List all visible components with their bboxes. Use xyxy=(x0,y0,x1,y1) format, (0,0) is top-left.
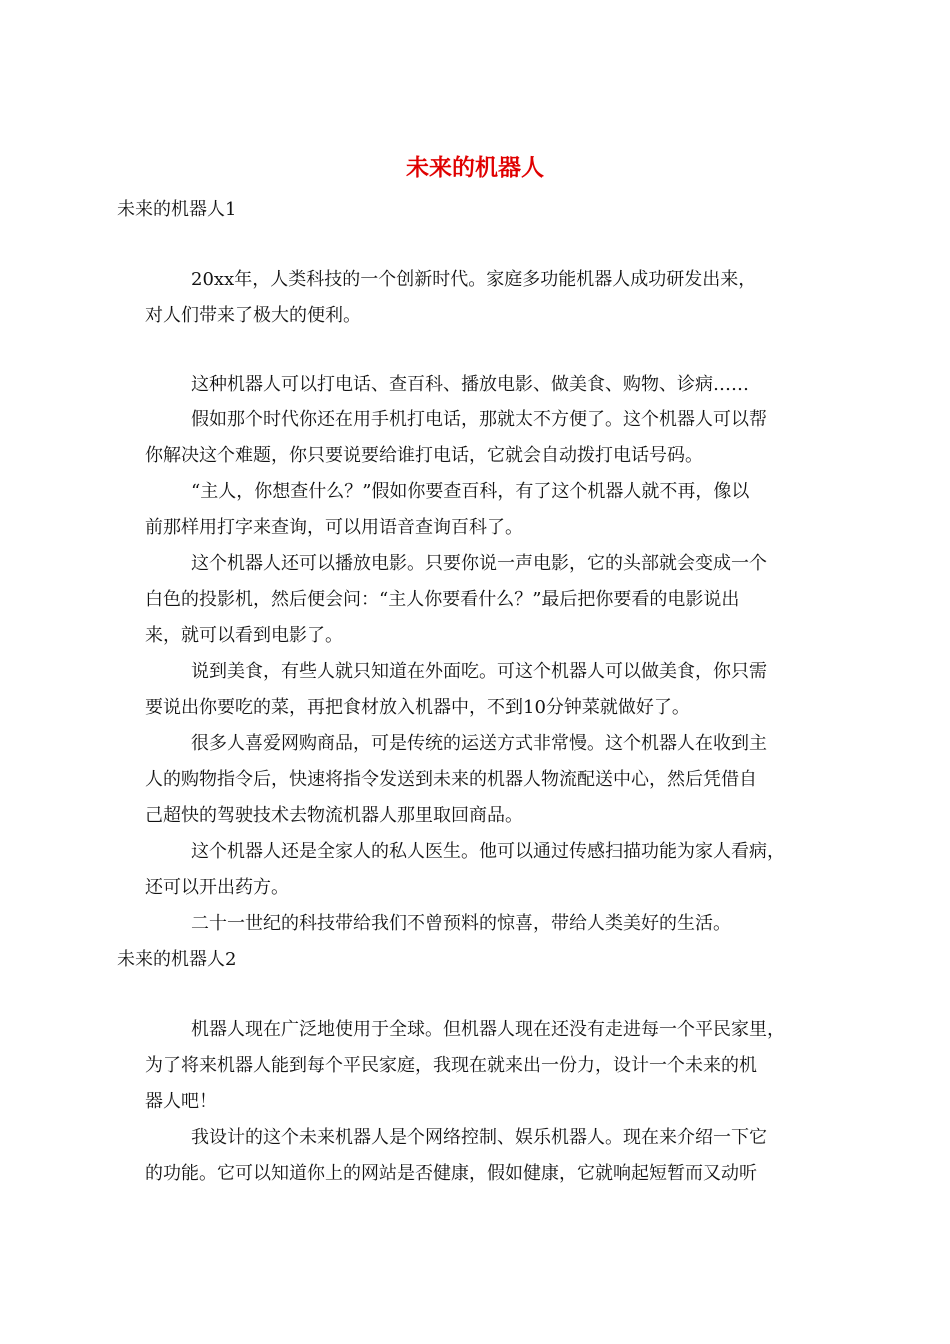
paragraph-line: 还可以开出药方。 xyxy=(145,877,289,898)
paragraph-line: “主人，你想查什么？”假如你要查百科，有了这个机器人就不再，像以 xyxy=(191,481,750,502)
paragraph-line: 二十一世纪的科技带给我们不曾预料的惊喜，带给人类美好的生活。 xyxy=(191,913,731,934)
paragraph-line: 这个机器人还是全家人的私人医生。他可以通过传感扫描功能为家人看病， xyxy=(191,841,785,862)
paragraph-line: 你解决这个难题，你只要说要给谁打电话，它就会自动拨打电话号码。 xyxy=(145,445,703,466)
paragraph-line: 对人们带来了极大的便利。 xyxy=(145,305,361,326)
paragraph-line: 说到美食，有些人就只知道在外面吃。可这个机器人可以做美食，你只需 xyxy=(191,661,767,682)
paragraph-line: 很多人喜爱网购商品，可是传统的运送方式非常慢。这个机器人在收到主 xyxy=(191,733,767,754)
paragraph-line: 要说出你要吃的菜，再把食材放入机器中，不到10分钟菜就做好了。 xyxy=(145,697,690,718)
section-heading-1: 未来的机器人1 xyxy=(117,199,237,220)
paragraph-line: 这种机器人可以打电话、查百科、播放电影、做美食、购物、诊病…… xyxy=(191,374,749,395)
paragraph-line: 我设计的这个未来机器人是个网络控制、娱乐机器人。现在来介绍一下它 xyxy=(191,1127,767,1148)
paragraph-line: 己超快的驾驶技术去物流机器人那里取回商品。 xyxy=(145,805,523,826)
paragraph-line: 20xx年，人类科技的一个创新时代。家庭多功能机器人成功研发出来， xyxy=(191,269,757,290)
document-title: 未来的机器人 xyxy=(406,154,544,181)
paragraph-line: 机器人现在广泛地使用于全球。但机器人现在还没有走进每一个平民家里， xyxy=(191,1019,785,1040)
paragraph-line: 人的购物指令后，快速将指令发送到未来的机器人物流配送中心，然后凭借自 xyxy=(145,769,757,790)
paragraph-line: 的功能。它可以知道你上的网站是否健康，假如健康，它就响起短暂而又动听 xyxy=(145,1163,757,1184)
paragraph-line: 来，就可以看到电影了。 xyxy=(145,625,343,646)
paragraph-line: 器人吧！ xyxy=(145,1091,217,1112)
paragraph-line: 假如那个时代你还在用手机打电话，那就太不方便了。这个机器人可以帮 xyxy=(191,409,767,430)
section-heading-2: 未来的机器人2 xyxy=(117,949,237,970)
paragraph-line: 前那样用打字来查询，可以用语音查询百科了。 xyxy=(145,517,523,538)
paragraph-line: 白色的投影机，然后便会问：“主人你要看什么？”最后把你要看的电影说出 xyxy=(145,589,740,610)
paragraph-line: 为了将来机器人能到每个平民家庭，我现在就来出一份力，设计一个未来的机 xyxy=(145,1055,757,1076)
paragraph-line: 这个机器人还可以播放电影。只要你说一声电影，它的头部就会变成一个 xyxy=(191,553,767,574)
